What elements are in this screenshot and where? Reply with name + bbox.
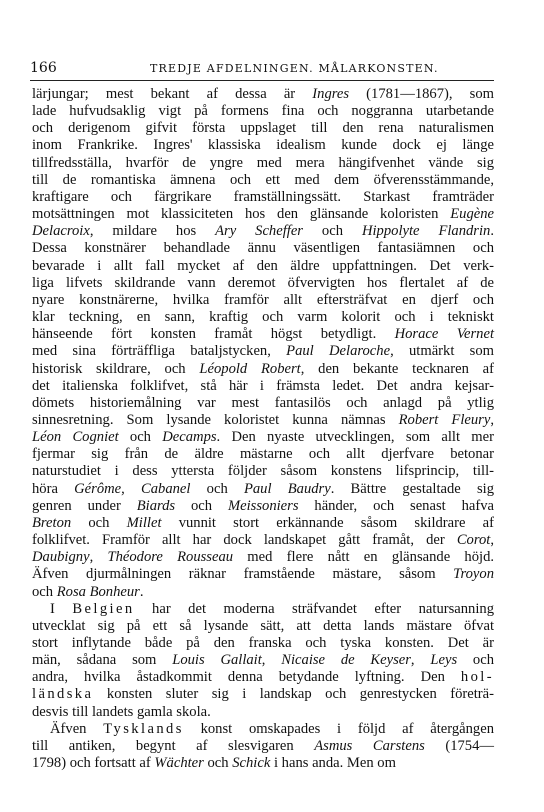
text-line: till antiken, begynt af slesvigaren Asmus Carstens (1754— [32,737,494,754]
text-line: bevarade i allt fall mycket af den äldre uppfattningen. Det verk- [32,257,494,274]
text-line: folklifvet. Framför allt har dock landskapet gått framåt, der Corot, [32,532,494,549]
text-line: lärjungar; mest bekant af dessa är Ingres (1781—1867), som [32,86,494,102]
header-rule [30,80,494,81]
italic-name: Delacroix [32,223,90,240]
text-line: Léon Cogniet och Decamps. Den nyaste utvecklingen, som allt mer [32,429,494,446]
text-line: utvecklat sig på ett så lysande sätt, att detta lands mästare öfvat [32,617,494,634]
paragraph [32,601,494,721]
text-line: män, sådana som Louis Gallait, Nicaise de Keyser, Leys och [32,652,495,669]
italic-name: Troyon [453,566,494,583]
text-line: Dessa konstnärer behandlade ännu väsentligen fantasiämnen och [32,240,494,257]
text-line: lade hufvudsaklig vigt på formens fina och noggranna utarbetande [32,103,494,120]
italic-name: Paul Baudry [243,480,331,497]
spaced-emphasis: hol- [460,669,494,686]
text-line: naturstudiet i dess yttersta följder såsom konstens lifsprincip, till- [32,463,494,480]
italic-name: Decamps [162,429,217,446]
italic-name: Robert Fleury [398,411,491,428]
text-line: nyare konstnärerne, hvilka framför allt eftersträfvat en djerf och [32,291,494,308]
text-line: 1798) och fortsatt af Wächter och Schick i hans anda. Men om [32,755,396,772]
italic-name: Gérôme [74,480,122,497]
spaced-emphasis: Belgien [72,600,135,617]
page-number: 166 [30,60,57,76]
italic-name: Louis Gallait [172,652,262,669]
text-line: I Belgien har det moderna sträfvandet efter natursanning [50,600,494,617]
italic-name: Wächter [154,755,204,772]
italic-name: Ary Scheffer [215,223,303,240]
text-line: Daubigny, Théodore Rousseau med flere nått en glänsande höjd. [32,549,495,566]
italic-name: Corot [456,532,491,549]
text-line: Äfven djurmålningen räknar framstående mästare, såsom Troyon [32,566,494,583]
italic-name: Nicaise de Keyser [281,652,411,669]
italic-name: Léon Cogniet [32,429,119,446]
text-line: höra Gérôme, Cabanel och Paul Baudry. Bättre gestaltade sig [32,480,494,497]
italic-name: Daubigny [32,549,90,566]
body-text [32,86,494,772]
spaced-emphasis: Tysklands [103,720,184,737]
paragraph [32,86,494,601]
italic-name: Rosa Bonheur [56,583,140,600]
italic-name: Millet [126,514,162,531]
italic-name: Asmus Carstens [314,737,425,754]
text-line: liga lifvets skildrande vann deremot öfvervigten hos flertalet af de [32,274,494,291]
text-line: sinnesretning. Som lysande koloristet kunna nämnas Robert Fleury, [32,411,494,428]
text-line: och derigenom gifvit första uppslaget till den rena naturalismen [32,120,494,137]
text-line: stort inflytande både på den franska och tyska konsten. Det är [32,635,494,651]
italic-name: Hippolyte Flandrin [361,223,491,240]
italic-name: Meissoniers [227,497,299,514]
italic-name: Théodore Rousseau [107,549,234,566]
text-line: klar teckning, en sann, kraftig och varm kolorit och i tekniskt [32,309,494,326]
text-line: dömets historiemålning var mest fantasilös och anlagd på ytlig [32,394,494,411]
italic-name: Eugène [450,206,494,223]
text-line: ländska konsten sluter sig i landskap och genrestycken företrä- [32,686,494,703]
italic-name: Schick [232,755,271,772]
italic-name: Leys [430,652,458,669]
text-line: och Rosa Bonheur. [32,583,144,600]
paragraph [32,721,494,772]
text-line: till de romantiska ämnena och ett med dem öfverensstämmande, [32,171,494,188]
running-head: TREDJE AFDELNINGEN. MÅLARKONSTEN. [150,62,439,75]
text-line: desvis till landets gamla skola. [32,703,211,720]
spaced-emphasis: ländska [32,686,94,703]
text-line: Delacroix, mildare hos Ary Scheffer och Hippolyte Flandrin. [32,223,494,240]
text-line: fjermar sig från de äldre mästarne och allt djerfvare betonar [32,446,494,463]
text-line: inom Frankrike. Ingres' klassiska idealism kunde dock ej länge [32,137,494,154]
italic-name: Paul Delaroche [286,343,391,360]
text-line: motsättningen mot klassiciteten hos den glänsande koloristen Eugène [32,206,494,223]
text-line: hänseende fört konsten framåt högst betydligt. Horace Vernet [32,326,494,343]
italic-name: Horace Vernet [394,326,494,343]
text-line: historisk skildrare, och Léopold Robert, den bekante tecknaren af [32,360,494,377]
text-line: med sina förträffliga bataljstycken, Paul Delaroche, utmärkt som [32,343,494,360]
text-line: det italienska folklifvet, stå här i främsta ledet. Det andra kejsar- [32,377,494,394]
text-line: kraftigare och färgrikare framställningssätt. Starkast framträder [32,188,494,205]
text-line: tillfredsställa, hvarför de yngre med mera hängifvenhet vände sig [32,154,494,171]
italic-name: Breton [32,514,72,531]
italic-name: Cabanel [141,480,191,497]
text-line: Breton och Millet vunnit stort erkännande såsom skildrare af [32,514,494,531]
italic-name: Ingres [312,86,350,102]
italic-name: Léopold Robert [199,360,301,377]
italic-name: Biards [136,497,176,514]
text-line: Äfven Tysklands konst omskapades i följd af återgången [50,720,494,737]
text-line: andra, hvilka åstadkommit denna betydande lyftning. Den hol- [32,669,494,686]
text-line: genren under Biards och Meissoniers händer, och senast hafva [32,497,494,514]
page-header [30,60,494,78]
